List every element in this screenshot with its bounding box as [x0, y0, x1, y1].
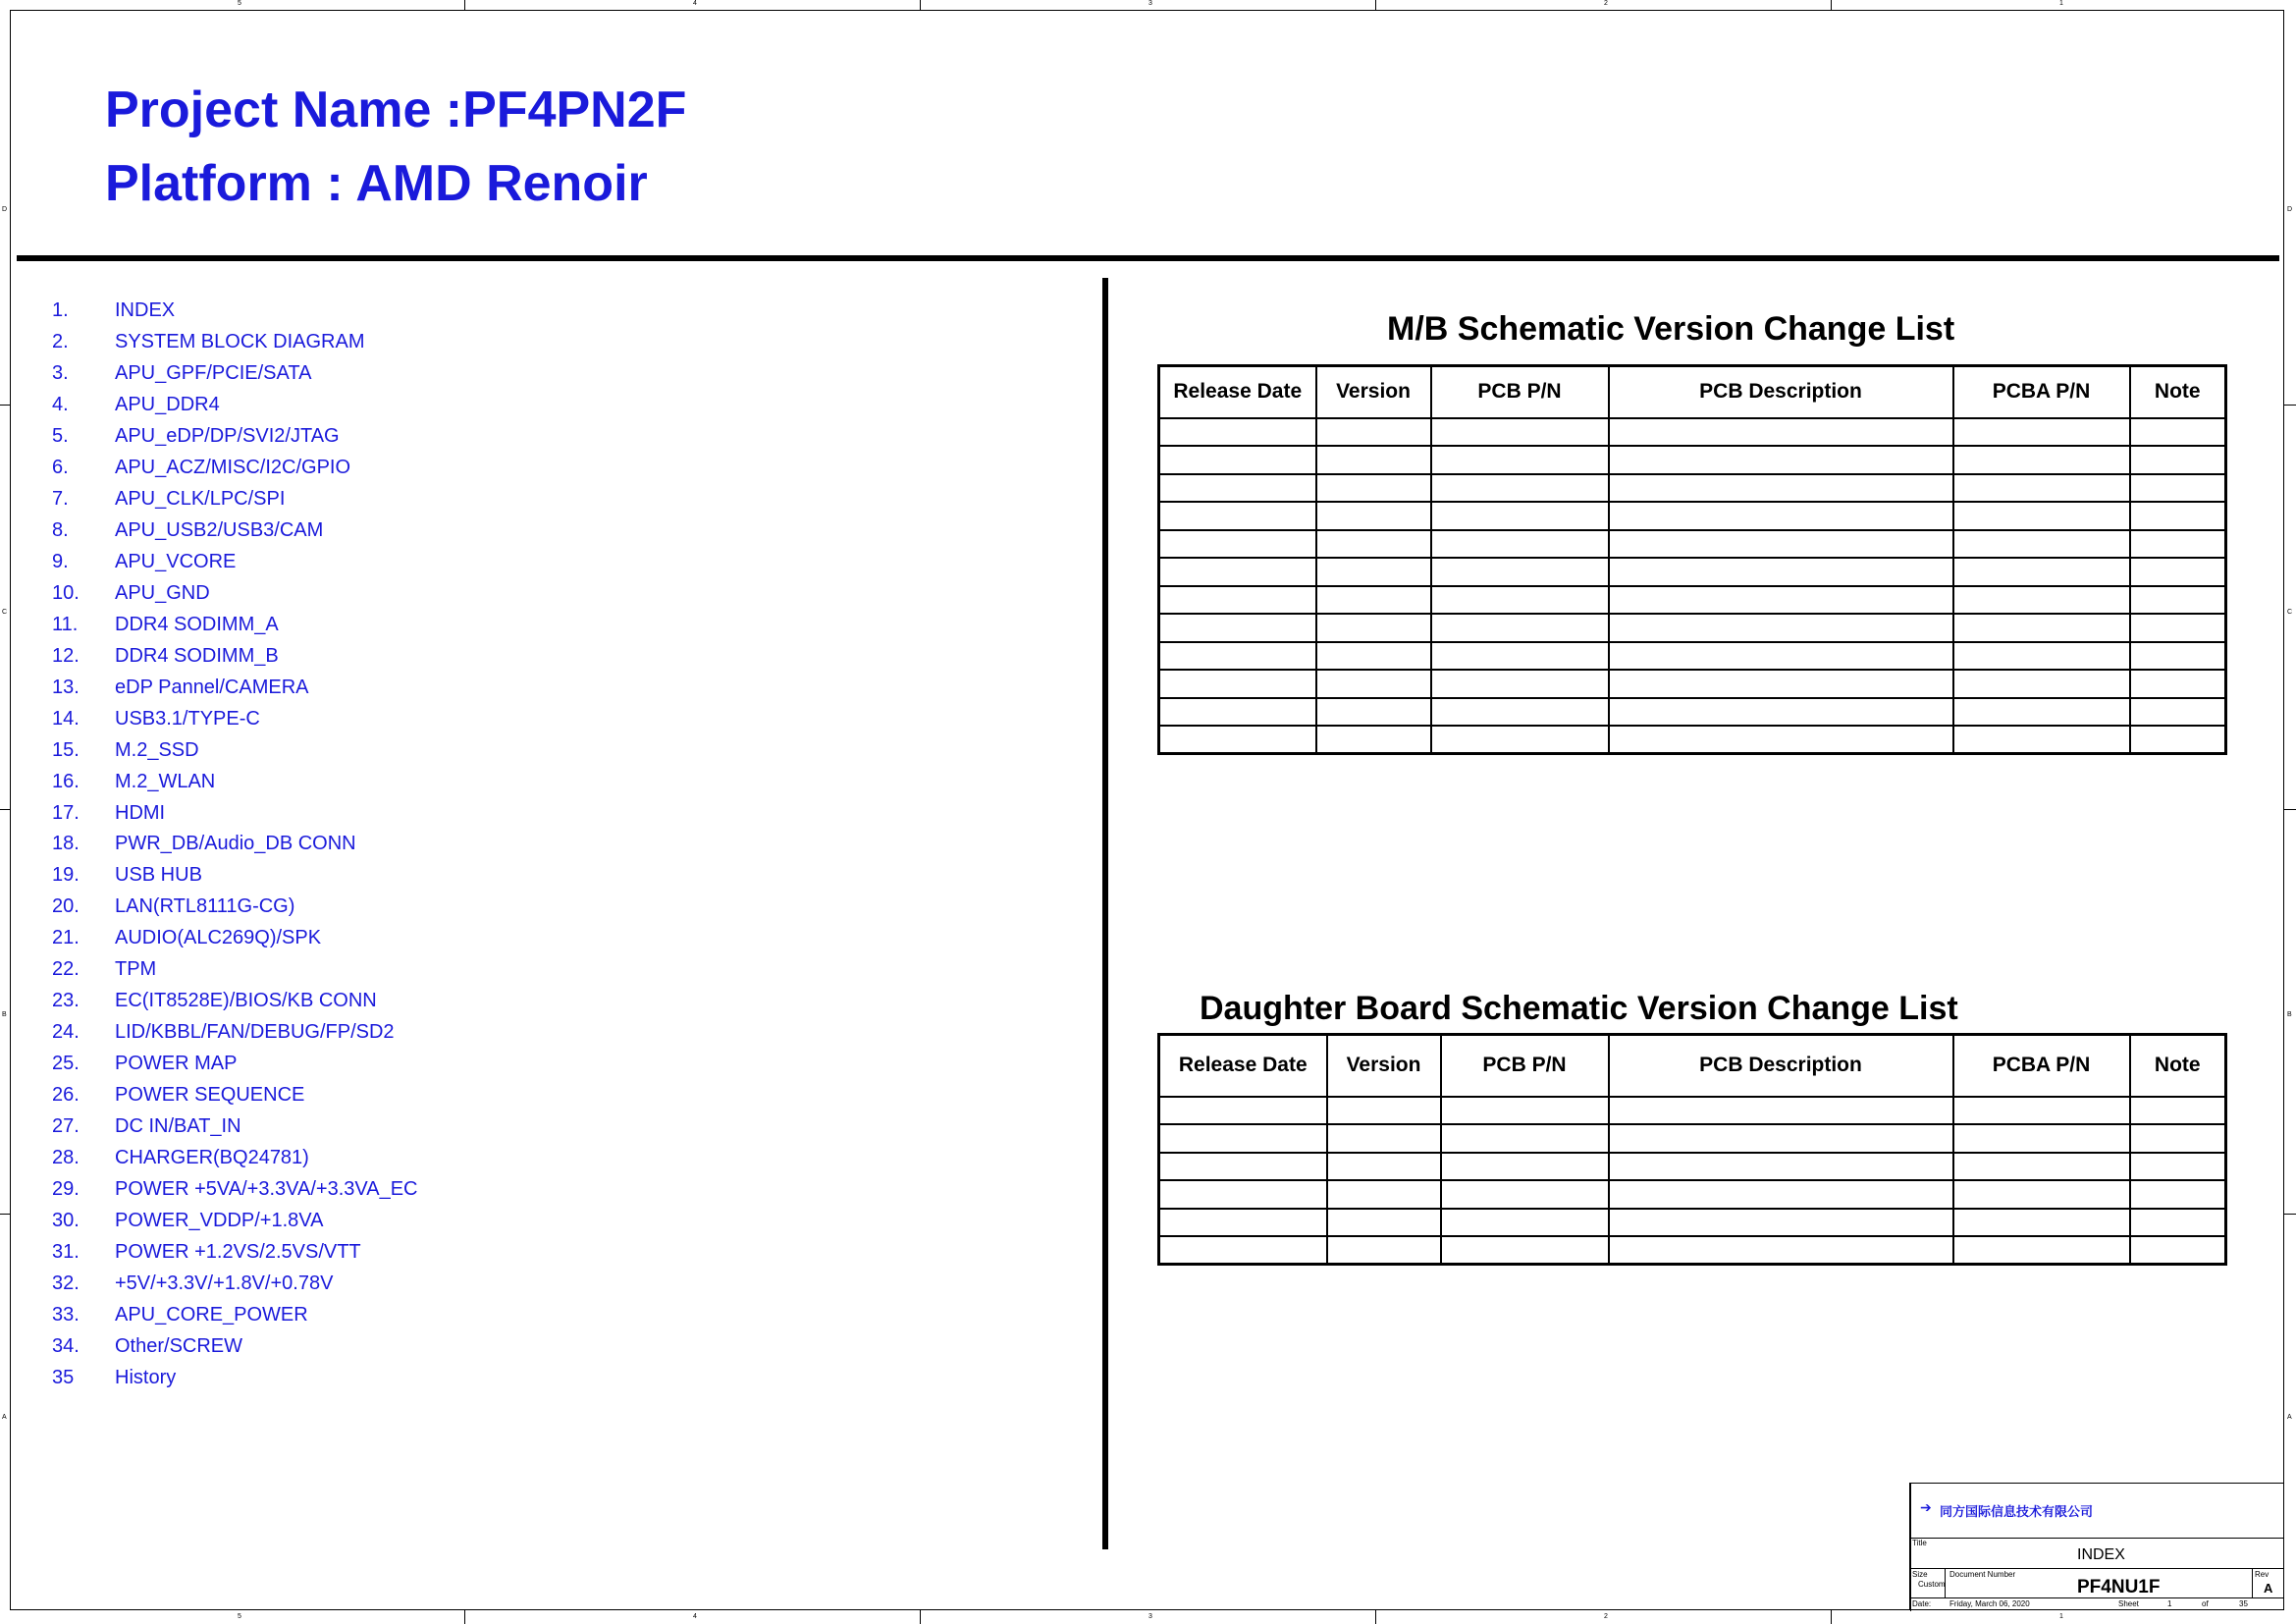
- table-cell: [1609, 726, 1953, 754]
- index-item-name: History: [115, 1366, 177, 1388]
- zone-label-right: C: [2287, 609, 2293, 616]
- company-name: 同方国际信息技术有限公司: [1940, 1504, 2094, 1519]
- table-cell: [1316, 586, 1431, 615]
- table-cell: [1159, 1097, 1327, 1125]
- zone-label-right: B: [2287, 1011, 2292, 1018]
- table-row: [1159, 1236, 2226, 1265]
- index-item-number: 23.: [52, 990, 80, 1012]
- table-cell: [1159, 642, 1316, 671]
- table-row: [1159, 698, 2226, 727]
- index-item-name: POWER_VDDP/+1.8VA: [115, 1210, 324, 1232]
- sheet-number: 1: [2167, 1599, 2172, 1608]
- index-item-number: 19.: [52, 864, 80, 887]
- index-item-number: 28.: [52, 1147, 80, 1169]
- table-cell: [1431, 642, 1609, 671]
- index-item-number: 31.: [52, 1241, 80, 1264]
- table-cell: [2130, 446, 2226, 474]
- index-item-name: APU_GND: [115, 581, 210, 604]
- table-cell: [1953, 418, 2130, 447]
- table-cell: [1953, 446, 2130, 474]
- index-item-number: 1.: [52, 299, 69, 321]
- index-item-name: POWER +1.2VS/2.5VS/VTT: [115, 1241, 361, 1264]
- table-row: [1159, 1209, 2226, 1237]
- index-item-name: Other/SCREW: [115, 1335, 243, 1357]
- index-item-name: APU_VCORE: [115, 550, 237, 572]
- index-item-number: 15.: [52, 738, 80, 761]
- index-item-number: 2.: [52, 330, 69, 352]
- table-cell: [1159, 530, 1316, 559]
- table-cell: [1609, 1153, 1953, 1181]
- index-item-number: 34.: [52, 1335, 80, 1357]
- column-header: Release Date: [1159, 1035, 1327, 1097]
- index-item-number: 6.: [52, 456, 69, 478]
- table-row: [1159, 418, 2226, 447]
- table-cell: [1953, 1153, 2130, 1181]
- column-header: Note: [2130, 366, 2226, 418]
- index-item-number: 4.: [52, 393, 69, 415]
- zone-tick: [920, 0, 921, 10]
- table-cell: [1953, 1097, 2130, 1125]
- zone-label-bottom: 4: [693, 1613, 697, 1620]
- index-item-name: SYSTEM BLOCK DIAGRAM: [115, 330, 365, 352]
- column-header: Version: [1327, 1035, 1441, 1097]
- table-cell: [1609, 418, 1953, 447]
- table-cell: [2130, 1236, 2226, 1265]
- doc-number: PF4NU1F: [2077, 1577, 2161, 1597]
- index-item-name: INDEX: [115, 299, 176, 321]
- column-header: PCB P/N: [1431, 366, 1609, 418]
- table-cell: [1609, 670, 1953, 698]
- table-cell: [1327, 1180, 1441, 1209]
- index-item-name: USB HUB: [115, 864, 202, 887]
- table-cell: [1159, 1180, 1327, 1209]
- index-item-name: CHARGER(BQ24781): [115, 1147, 309, 1169]
- zone-tick: [1375, 1610, 1376, 1624]
- table-cell: [1431, 586, 1609, 615]
- table-cell: [1953, 726, 2130, 754]
- index-item-number: 13.: [52, 676, 80, 698]
- table-row: [1159, 614, 2226, 642]
- table-cell: [1953, 698, 2130, 727]
- table-cell: [2130, 418, 2226, 447]
- table-cell: [1159, 1124, 1327, 1153]
- table-cell: [1159, 726, 1316, 754]
- zone-label-right: D: [2287, 206, 2293, 213]
- index-item-name: +5V/+3.3V/+1.8V/+0.78V: [115, 1272, 334, 1295]
- table-row: [1159, 558, 2226, 586]
- table-cell: [1159, 1209, 1327, 1237]
- column-header: PCBA P/N: [1953, 366, 2130, 418]
- table-cell: [1159, 446, 1316, 474]
- index-item-name: POWER +5VA/+3.3VA/+3.3VA_EC: [115, 1178, 418, 1201]
- table-cell: [1953, 614, 2130, 642]
- table-row: [1159, 502, 2226, 530]
- table-cell: [1159, 418, 1316, 447]
- index-item-name: POWER MAP: [115, 1053, 238, 1075]
- index-item-name: DDR4 SODIMM_B: [115, 644, 279, 667]
- table-cell: [1609, 698, 1953, 727]
- zone-label-left: D: [2, 206, 8, 213]
- date-label: Date:: [1912, 1599, 1932, 1608]
- index-item-number: 35: [52, 1366, 75, 1388]
- index-item-number: 7.: [52, 487, 69, 510]
- table-cell: [1441, 1124, 1609, 1153]
- table-cell: [2130, 614, 2226, 642]
- table-cell: [1609, 1236, 1953, 1265]
- column-header: PCB P/N: [1441, 1035, 1609, 1097]
- table-cell: [1441, 1236, 1609, 1265]
- table-row: [1159, 670, 2226, 698]
- table-cell: [2130, 586, 2226, 615]
- index-item-name: USB3.1/TYPE-C: [115, 707, 260, 730]
- table-cell: [1431, 698, 1609, 727]
- zone-label-left: A: [2, 1414, 7, 1421]
- table-cell: [2130, 1124, 2226, 1153]
- zone-label-top: 5: [238, 0, 241, 7]
- table-cell: [1609, 642, 1953, 671]
- zone-tick: [2284, 809, 2296, 810]
- table-cell: [1316, 670, 1431, 698]
- zone-tick: [2284, 1214, 2296, 1215]
- zone-tick: [1831, 0, 1832, 10]
- table-cell: [1159, 502, 1316, 530]
- index-item-number: 33.: [52, 1304, 80, 1326]
- table-cell: [2130, 726, 2226, 754]
- table-cell: [1609, 1180, 1953, 1209]
- table-cell: [1159, 1153, 1327, 1181]
- index-item-number: 18.: [52, 833, 80, 855]
- index-item-number: 14.: [52, 707, 80, 730]
- table-cell: [1431, 530, 1609, 559]
- table-cell: [1431, 418, 1609, 447]
- table-cell: [1609, 558, 1953, 586]
- index-item-name: EC(IT8528E)/BIOS/KB CONN: [115, 990, 377, 1012]
- index-item-name: DC IN/BAT_IN: [115, 1115, 241, 1138]
- index-item-number: 16.: [52, 770, 80, 792]
- index-item-name: POWER SEQUENCE: [115, 1084, 305, 1107]
- column-header: Release Date: [1159, 366, 1316, 418]
- index-item-name: M.2_WLAN: [115, 770, 216, 792]
- title-block-rule: [1910, 1538, 2283, 1539]
- header-divider: [17, 255, 2279, 261]
- table-cell: [1441, 1153, 1609, 1181]
- table-cell: [1441, 1097, 1609, 1125]
- table-cell: [1327, 1097, 1441, 1125]
- table-row: [1159, 1124, 2226, 1153]
- table-cell: [1609, 530, 1953, 559]
- zone-label-bottom: 5: [238, 1613, 241, 1620]
- column-header: Version: [1316, 366, 1431, 418]
- index-item-number: 10.: [52, 581, 80, 604]
- table-row: [1159, 1153, 2226, 1181]
- doc-number-label: Document Number: [1949, 1570, 2016, 1579]
- index-item-name: APU_DDR4: [115, 393, 220, 415]
- index-item-name: DDR4 SODIMM_A: [115, 613, 279, 635]
- title-block-rule: [2252, 1568, 2253, 1597]
- zone-tick: [464, 1610, 465, 1624]
- index-item-name: APU_CORE_POWER: [115, 1304, 308, 1326]
- table-cell: [1159, 698, 1316, 727]
- zone-label-top: 2: [1604, 0, 1608, 7]
- table-row: [1159, 642, 2226, 671]
- table-row: [1159, 474, 2226, 503]
- table-cell: [2130, 642, 2226, 671]
- zone-tick: [1375, 0, 1376, 10]
- table-row: [1159, 1097, 2226, 1125]
- table-cell: [1431, 614, 1609, 642]
- table-cell: [1953, 1209, 2130, 1237]
- company-logo-icon: ➔: [1920, 1499, 1932, 1515]
- zone-label-bottom: 1: [2059, 1613, 2063, 1620]
- index-item-name: APU_eDP/DP/SVI2/JTAG: [115, 424, 340, 447]
- index-item-name: TPM: [115, 958, 157, 981]
- table-cell: [2130, 558, 2226, 586]
- table-cell: [1953, 586, 2130, 615]
- table-cell: [1159, 670, 1316, 698]
- zone-label-bottom: 2: [1604, 1613, 1608, 1620]
- index-item-number: 17.: [52, 801, 80, 824]
- zone-label-right: A: [2287, 1414, 2292, 1421]
- table-cell: [1431, 726, 1609, 754]
- index-item-number: 21.: [52, 927, 80, 949]
- table-cell: [1953, 1124, 2130, 1153]
- table-cell: [1431, 558, 1609, 586]
- column-header: PCB Description: [1609, 1035, 1953, 1097]
- table-cell: [1316, 642, 1431, 671]
- table-cell: [1316, 446, 1431, 474]
- index-item-number: 11.: [52, 613, 79, 635]
- zone-tick: [464, 0, 465, 10]
- title-block-rule: [1910, 1568, 2283, 1569]
- index-item-name: PWR_DB/Audio_DB CONN: [115, 833, 356, 855]
- table-cell: [1431, 446, 1609, 474]
- zone-label-left: B: [2, 1011, 7, 1018]
- table-cell: [1609, 446, 1953, 474]
- vertical-divider: [1102, 278, 1108, 1549]
- index-item-name: APU_USB2/USB3/CAM: [115, 518, 324, 541]
- table-cell: [1609, 474, 1953, 503]
- column-header: PCBA P/N: [1953, 1035, 2130, 1097]
- table-row: [1159, 530, 2226, 559]
- table-cell: [1316, 558, 1431, 586]
- table-cell: [1159, 586, 1316, 615]
- table-cell: [1159, 614, 1316, 642]
- mb-version-table: [1157, 364, 2227, 755]
- index-item-name: HDMI: [115, 801, 166, 824]
- table-cell: [1953, 1236, 2130, 1265]
- table-cell: [1327, 1236, 1441, 1265]
- table-cell: [2130, 474, 2226, 503]
- rev-label: Rev: [2255, 1570, 2269, 1579]
- index-item-number: 29.: [52, 1178, 80, 1201]
- table-cell: [1953, 530, 2130, 559]
- table-cell: [1316, 474, 1431, 503]
- table-row: [1159, 726, 2226, 754]
- title-block-rule: [1910, 1484, 1911, 1611]
- index-item-name: APU_CLK/LPC/SPI: [115, 487, 286, 510]
- table-row: [1159, 446, 2226, 474]
- zone-label-bottom: 3: [1148, 1613, 1152, 1620]
- project-name-title: Project Name :PF4PN2F: [105, 81, 687, 138]
- index-item-name: APU_ACZ/MISC/I2C/GPIO: [115, 456, 351, 478]
- table-cell: [1953, 670, 2130, 698]
- table-cell: [1327, 1124, 1441, 1153]
- table-row: [1159, 1180, 2226, 1209]
- table-cell: [1953, 474, 2130, 503]
- index-item-name: LID/KBBL/FAN/DEBUG/FP/SD2: [115, 1021, 395, 1044]
- table-cell: [1159, 474, 1316, 503]
- platform-title: Platform : AMD Renoir: [105, 155, 648, 212]
- size-label: Size: [1912, 1570, 1928, 1579]
- table-cell: [1953, 642, 2130, 671]
- table-cell: [1953, 502, 2130, 530]
- index-item-name: LAN(RTL8111G-CG): [115, 895, 295, 918]
- table-cell: [1316, 418, 1431, 447]
- table-cell: [1316, 726, 1431, 754]
- index-item-number: 26.: [52, 1084, 80, 1107]
- table-cell: [1316, 614, 1431, 642]
- sheet-title: INDEX: [2077, 1546, 2125, 1563]
- index-item-number: 20.: [52, 895, 80, 918]
- table-cell: [2130, 698, 2226, 727]
- table-row: [1159, 586, 2226, 615]
- table-cell: [2130, 1209, 2226, 1237]
- column-header: Note: [2130, 1035, 2226, 1097]
- index-item-number: 30.: [52, 1210, 80, 1232]
- rev-value: A: [2264, 1581, 2273, 1596]
- table-cell: [1441, 1209, 1609, 1237]
- index-item-number: 12.: [52, 644, 80, 667]
- index-list: [0, 299, 1080, 1399]
- date-value: Friday, March 06, 2020: [1949, 1599, 2030, 1608]
- table-cell: [1953, 558, 2130, 586]
- table-cell: [1431, 474, 1609, 503]
- table-cell: [1316, 698, 1431, 727]
- table-cell: [1953, 1180, 2130, 1209]
- of-label: of: [2202, 1599, 2209, 1608]
- table-cell: [2130, 502, 2226, 530]
- table-cell: [2130, 1153, 2226, 1181]
- table-cell: [1609, 1124, 1953, 1153]
- table-cell: [1327, 1209, 1441, 1237]
- db-table-heading: Daughter Board Schematic Version Change List: [1200, 990, 1958, 1027]
- table-cell: [1159, 558, 1316, 586]
- index-item-number: 3.: [52, 361, 69, 384]
- index-item-number: 9.: [52, 550, 69, 572]
- zone-label-top: 3: [1148, 0, 1152, 7]
- sheet-label: Sheet: [2118, 1599, 2139, 1608]
- table-cell: [1441, 1180, 1609, 1209]
- zone-label-left: C: [2, 609, 8, 616]
- table-cell: [2130, 530, 2226, 559]
- table-cell: [1159, 1236, 1327, 1265]
- table-cell: [1609, 1209, 1953, 1237]
- index-item-name: eDP Pannel/CAMERA: [115, 676, 309, 698]
- index-item-number: 27.: [52, 1115, 80, 1138]
- zone-label-top: 4: [693, 0, 697, 7]
- table-cell: [1316, 530, 1431, 559]
- index-item-name: M.2_SSD: [115, 738, 199, 761]
- table-cell: [1327, 1153, 1441, 1181]
- zone-tick: [2284, 405, 2296, 406]
- index-item-number: 8.: [52, 518, 69, 541]
- db-version-table: [1157, 1033, 2227, 1266]
- table-cell: [1431, 670, 1609, 698]
- title-label: Title: [1912, 1539, 1927, 1547]
- size-value: Custom: [1918, 1580, 1946, 1589]
- index-item-number: 24.: [52, 1021, 80, 1044]
- table-cell: [1609, 586, 1953, 615]
- table-cell: [1316, 502, 1431, 530]
- table-cell: [2130, 670, 2226, 698]
- title-block: [1909, 1483, 2284, 1610]
- table-cell: [1609, 502, 1953, 530]
- zone-label-top: 1: [2059, 0, 2063, 7]
- index-item-number: 25.: [52, 1053, 80, 1075]
- index-item-number: 5.: [52, 424, 69, 447]
- zone-tick: [920, 1610, 921, 1624]
- zone-tick: [1831, 1610, 1832, 1624]
- table-cell: [1431, 502, 1609, 530]
- index-item-number: 32.: [52, 1272, 80, 1295]
- sheet-total: 35: [2239, 1599, 2248, 1608]
- index-item-name: AUDIO(ALC269Q)/SPK: [115, 927, 322, 949]
- index-item-name: APU_GPF/PCIE/SATA: [115, 361, 312, 384]
- table-cell: [1609, 614, 1953, 642]
- table-cell: [2130, 1097, 2226, 1125]
- index-item-number: 22.: [52, 958, 80, 981]
- table-cell: [2130, 1180, 2226, 1209]
- column-header: PCB Description: [1609, 366, 1953, 418]
- mb-table-heading: M/B Schematic Version Change List: [1387, 310, 1955, 348]
- table-cell: [1609, 1097, 1953, 1125]
